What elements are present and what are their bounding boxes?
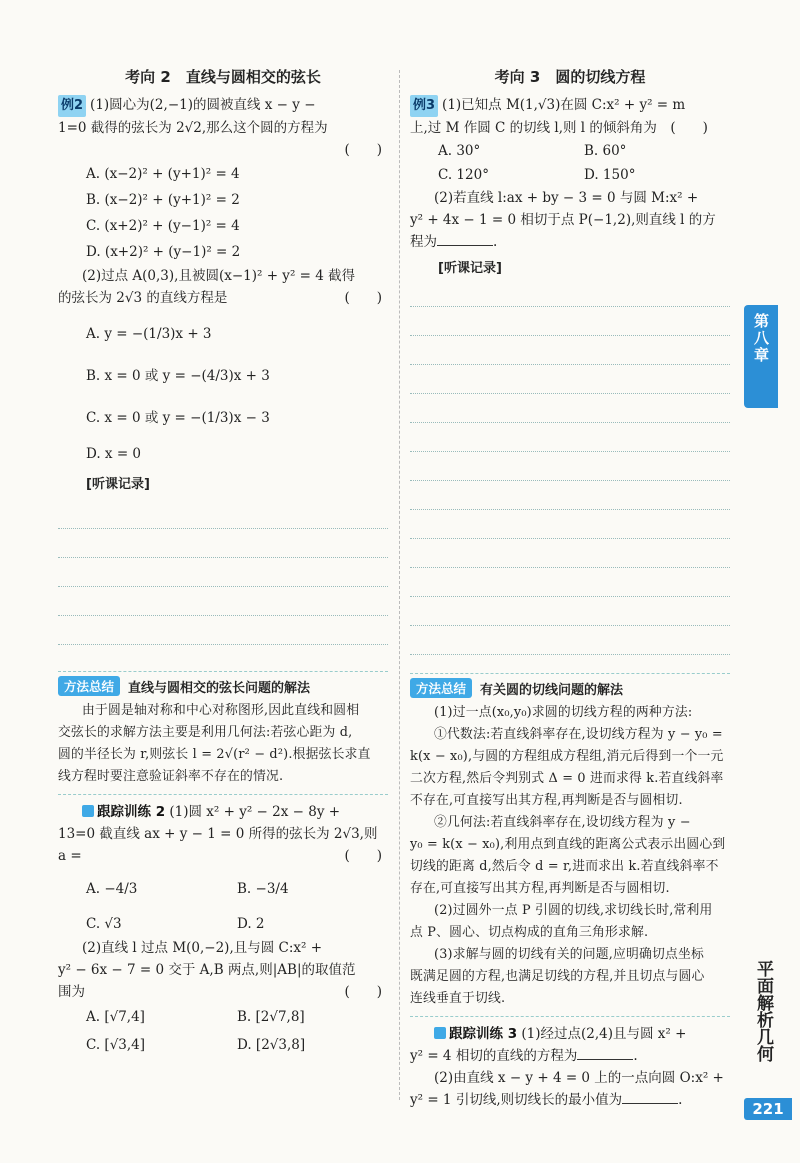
option: A. 30° — [438, 143, 481, 159]
method-text: (2)过圆外一点 P 引圆的切线,求切线长时,常利用 — [434, 903, 713, 918]
example2-q1-options — [58, 161, 388, 265]
track3-q2-line1: (2)由直线 x − y + 4 = 0 上的一点向圆 O:x² + — [434, 1070, 724, 1086]
example3-q2-line3: 程为 . — [410, 234, 498, 250]
left-column — [58, 66, 388, 1059]
option: C. [√3,4] — [86, 1037, 146, 1053]
method-text: 存在,可直接写出其方程,再判断是否与圆相切. — [410, 881, 670, 896]
example3-q2-line2: y² + 4x − 1 = 0 相切于点 P(−1,2),则直线 l 的方 — [410, 212, 716, 228]
example2-q1-line1: 例2 (1)圆心为(2,−1)的圆被直线 x − y − — [58, 94, 388, 117]
method-text: ②几何法:若直线斜率存在,设切线方程为 y − — [434, 815, 691, 830]
column-divider — [399, 70, 400, 1100]
method-text: 不存在,可直接写出其方程,再判断是否与圆相切. — [410, 793, 683, 808]
method-text: (1)过一点(x₀,y₀)求圆的切线方程的两种方法: — [434, 705, 693, 720]
track2-q2-line2: y² − 6x − 7 = 0 交于 A,B 两点,则|AB|的取值范 — [58, 962, 356, 978]
method-text: 线方程时要注意验证斜率不存在的情况. — [58, 769, 284, 784]
track-label: 跟踪训练 3 — [434, 1026, 517, 1042]
method-text: 既满足圆的方程,也满足切线的方程,并且切点与圆心 — [410, 969, 705, 984]
example2-q2-options — [58, 313, 388, 469]
example2-q2-line2: 的弦长为 2√3 的直线方程是 ( ) — [58, 290, 382, 306]
track-label: 跟踪训练 2 — [82, 804, 165, 820]
method-text: 切线的距离 d,然后令 d = r,进而求出 k.若直线斜率不 — [410, 859, 719, 874]
option: D. 150° — [584, 167, 636, 183]
method-text: 二次方程,然后令判别式 Δ = 0 进而求得 k.若直线斜率 — [410, 771, 724, 786]
method-title: 直线与圆相交的弦长问题的解法 — [128, 680, 311, 696]
option: D. 2 — [237, 916, 265, 932]
option: A. y = −(1/3)x + 3 — [86, 326, 212, 342]
option: B. [2√7,8] — [237, 1009, 305, 1025]
method-text: 点 P、圆心、切点构成的直角三角形求解. — [410, 925, 649, 940]
chapter-tab[interactable]: 第八章 — [744, 305, 778, 408]
method-text: 圆的半径长为 r,则弦长 l = 2√(r² − d²).根据弦长求直 — [58, 747, 371, 762]
method-text: 连线垂直于切线. — [410, 991, 506, 1006]
option: B. 60° — [584, 143, 627, 159]
example3-q1-line1: 例3 (1)已知点 M(1,√3)在圆 C:x² + y² = m — [410, 94, 730, 117]
method-text: 由于圆是轴对称和中心对称图形,因此直线和圆相 — [82, 703, 360, 718]
notes-area[interactable] — [410, 278, 730, 655]
option: A. [√7,4] — [86, 1009, 145, 1025]
option: C. 120° — [438, 167, 489, 183]
track2-q2-line1: (2)直线 l 过点 M(0,−2),且与圆 C:x² + — [82, 940, 323, 956]
option: C. √3 — [86, 916, 122, 932]
option: A. −4/3 — [86, 881, 138, 897]
example-badge: 例2 — [58, 95, 86, 117]
section-title-3: 考向 3 圆的切线方程 — [494, 68, 646, 86]
track3-q1-line2: y² = 4 相切的直线的方程为 . — [410, 1048, 638, 1064]
pencil-icon — [434, 1027, 446, 1039]
section-title-2: 考向 2 直线与圆相交的弦长 — [125, 68, 321, 86]
option: A. (x−2)² + (y+1)² = 4 — [86, 166, 240, 182]
notes-label: [听课记录] — [86, 477, 150, 492]
track2-q1-line3: a = ( ) — [58, 848, 382, 864]
method-summary-box — [58, 671, 388, 795]
track3-q1-line1: 跟踪训练 3 (1)经过点(2,4)且与圆 x² + — [410, 1023, 730, 1045]
method-text: ①代数法:若直线斜率存在,设切线方程为 y − y₀ = — [434, 727, 723, 742]
answer-blank[interactable] — [622, 1103, 678, 1104]
method-badge: 方法总结 — [410, 678, 472, 698]
option: B. −3/4 — [237, 881, 289, 897]
option: C. (x+2)² + (y−1)² = 4 — [86, 218, 240, 234]
method-summary-box — [410, 673, 730, 1017]
notes-label: [听课记录] — [438, 261, 502, 276]
track2-q1-line2: 13=0 截直线 ax + y − 1 = 0 所得的弦长为 2√3,则 — [58, 826, 378, 842]
answer-blank[interactable] — [437, 245, 493, 246]
track2-q1-line1: 跟踪训练 2 (1)圆 x² + y² − 2x − 8y + — [58, 801, 388, 823]
example-badge: 例3 — [410, 95, 438, 117]
example2-q1-line2: 1=0 截得的弦长为 2√2,那么这个圆的方程为 — [58, 120, 328, 136]
option: D. x = 0 — [86, 446, 142, 462]
topic-label: 平面解析几何 — [753, 960, 773, 1062]
pencil-icon — [82, 805, 94, 817]
example3-q2-line1: (2)若直线 l:ax + by − 3 = 0 与圆 M:x² + — [434, 190, 699, 206]
option: C. x = 0 或 y = −(1/3)x − 3 — [86, 410, 270, 426]
method-text: 交弦长的求解方法主要是利用几何法:若弦心距为 d, — [58, 725, 353, 740]
page-number: 221 — [744, 1098, 792, 1120]
method-text: k(x − x₀),与圆的方程组成方程组,消元后得到一个一元 — [410, 749, 724, 764]
answer-paren: ( ) — [344, 142, 382, 158]
method-badge: 方法总结 — [58, 676, 120, 696]
option: D. (x+2)² + (y−1)² = 2 — [86, 244, 241, 260]
example3-q1-line2: 上,过 M 作圆 C 的切线 l,则 l 的倾斜角为 ( ) — [410, 120, 708, 136]
example2-q2-line1: (2)过点 A(0,3),且被圆(x−1)² + y² = 4 截得 — [82, 268, 356, 284]
option: B. (x−2)² + (y+1)² = 2 — [86, 192, 240, 208]
track2-q2-line3: 围为 ( ) — [58, 984, 382, 1000]
track3-q2-line2: y² = 1 引切线,则切线长的最小值为 . — [410, 1092, 683, 1108]
method-title: 有关圆的切线问题的解法 — [480, 682, 624, 698]
option: B. x = 0 或 y = −(4/3)x + 3 — [86, 368, 270, 384]
method-text: (3)求解与圆的切线有关的问题,应明确切点坐标 — [434, 947, 704, 962]
answer-blank[interactable] — [577, 1059, 633, 1060]
option: D. [2√3,8] — [237, 1037, 306, 1053]
right-column — [410, 66, 730, 1111]
method-text: y₀ = k(x − x₀),利用点到直线的距离公式表示出圆心到 — [410, 837, 726, 852]
notes-area[interactable] — [58, 500, 388, 645]
